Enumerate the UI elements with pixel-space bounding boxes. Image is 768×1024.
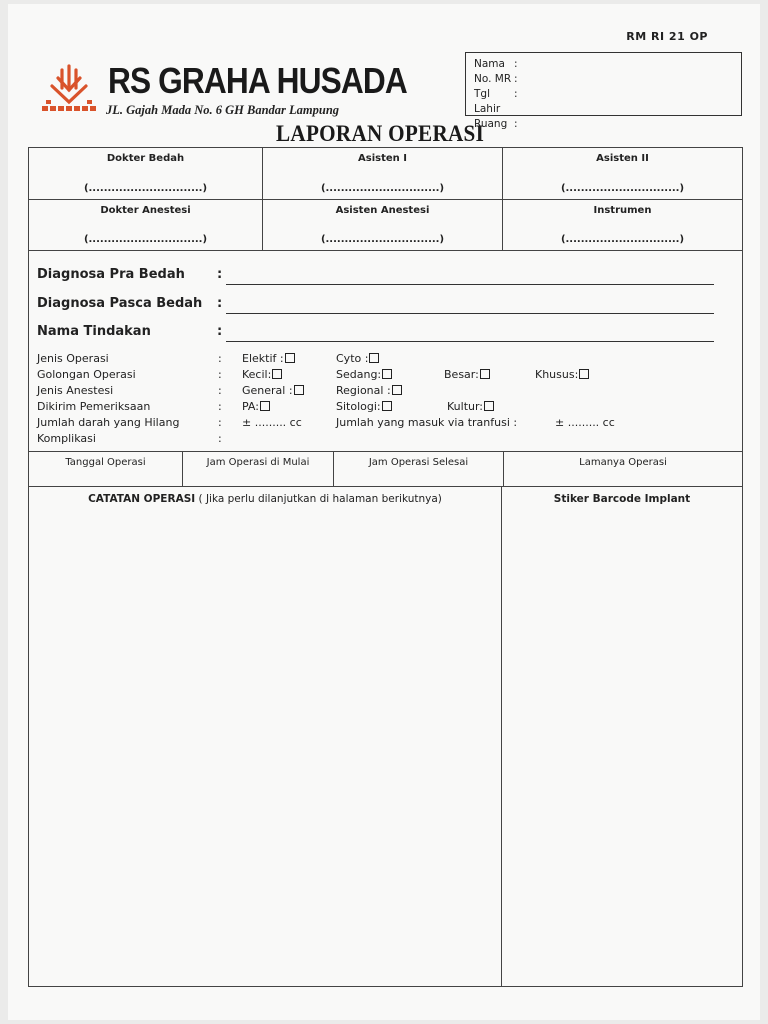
- signature-line: (..............................): [560, 234, 685, 245]
- staff-cell-asisten-anestesi[interactable]: [262, 200, 502, 250]
- field-label: Nama: [474, 58, 505, 70]
- staff-cell-dokter-bedah[interactable]: [29, 148, 262, 199]
- field-sep: :: [514, 58, 518, 70]
- colon: :: [218, 368, 222, 381]
- staff-cell-instrumen[interactable]: [502, 200, 742, 250]
- catatan-subtitle: ( Jika perlu dilanjutkan di halaman berikutnya): [195, 493, 442, 505]
- signature-line: (..............................): [560, 183, 685, 194]
- option-label: Kultur:: [447, 400, 484, 413]
- staff-label: Dokter Anestesi: [100, 205, 191, 216]
- golongan-operasi-label: Golongan Operasi: [37, 368, 136, 381]
- colon: :: [218, 352, 222, 365]
- tanggal-operasi-cell[interactable]: Tanggal Operasi: [65, 457, 146, 468]
- field-label: Tgl Lahir: [474, 88, 501, 115]
- besar-checkbox[interactable]: [480, 369, 490, 379]
- diagnosa-pra-field[interactable]: [226, 271, 714, 285]
- signature-line: (..............................): [320, 234, 445, 245]
- diagnosa-pra-label: Diagnosa Pra Bedah: [37, 267, 185, 282]
- jenis-operasi-label: Jenis Operasi: [37, 352, 109, 365]
- hospital-name: RS GRAHA HUSADA: [108, 60, 407, 101]
- staff-row: [29, 148, 742, 199]
- patient-name-field[interactable]: [474, 57, 733, 72]
- darah-hilang-field[interactable]: ± ......... cc: [242, 416, 302, 429]
- staff-cell-asisten-2[interactable]: [502, 148, 742, 199]
- elektif-checkbox[interactable]: [285, 353, 295, 363]
- staff-row: [29, 199, 742, 250]
- staff-cell-asisten-1[interactable]: [262, 148, 502, 199]
- staff-cell-dokter-anestesi[interactable]: [29, 200, 262, 250]
- colon: :: [217, 324, 223, 339]
- catatan-operasi-area[interactable]: [29, 487, 502, 986]
- field-sep: :: [514, 118, 518, 130]
- option-label: Besar:: [444, 368, 479, 381]
- staff-label: Instrumen: [593, 205, 652, 216]
- diagnosa-pasca-field[interactable]: [226, 300, 714, 314]
- tranfusi-field[interactable]: ± ......... cc: [555, 416, 615, 429]
- operation-time-table: [28, 451, 743, 487]
- field-label: No. MR: [474, 73, 512, 85]
- jenis-anestesi-label: Jenis Anestesi: [37, 384, 114, 397]
- nama-tindakan-label: Nama Tindakan: [37, 324, 151, 339]
- option-label: Sedang:: [336, 368, 382, 381]
- besar-option[interactable]: [444, 368, 490, 381]
- form-sheet: [8, 4, 760, 1020]
- jumlah-darah-label: Jumlah darah yang Hilang: [37, 416, 180, 429]
- option-label: General :: [242, 384, 293, 397]
- khusus-option[interactable]: [535, 368, 589, 381]
- catatan-title: CATATAN OPERASI: [88, 493, 196, 505]
- colon: :: [218, 432, 222, 445]
- patient-mr-field[interactable]: [474, 72, 733, 87]
- diagnosa-pasca-label: Diagnosa Pasca Bedah: [37, 296, 203, 311]
- option-label: PA:: [242, 400, 259, 413]
- jam-selesai-cell[interactable]: Jam Operasi Selesai: [333, 452, 503, 486]
- sedang-checkbox[interactable]: [382, 369, 392, 379]
- jam-mulai-cell[interactable]: Jam Operasi di Mulai: [182, 452, 333, 486]
- staff-label: Dokter Bedah: [106, 153, 185, 164]
- colon: :: [217, 296, 223, 311]
- field-sep: :: [514, 73, 518, 85]
- option-label: Cyto :: [336, 352, 369, 365]
- patient-dob-field[interactable]: [474, 87, 733, 117]
- hospital-address: JL. Gajah Mada No. 6 GH Bandar Lampung: [106, 103, 340, 117]
- colon: :: [218, 400, 222, 413]
- kultur-checkbox[interactable]: [484, 401, 494, 411]
- pa-checkbox[interactable]: [260, 401, 270, 411]
- signature-line: (..............................): [83, 234, 208, 245]
- tranfusi-label: Jumlah yang masuk via tranfusi :: [336, 416, 518, 429]
- elektif-option[interactable]: [242, 352, 295, 365]
- colon: :: [218, 416, 222, 429]
- khusus-checkbox[interactable]: [579, 369, 589, 379]
- hospital-logo-icon: [36, 60, 102, 116]
- barcode-sticker-area[interactable]: [502, 487, 742, 986]
- patient-info-box: [465, 52, 742, 130]
- sitologi-option[interactable]: [336, 400, 392, 413]
- pa-option[interactable]: [242, 400, 270, 413]
- field-label: Ruang: [474, 118, 508, 130]
- field-sep: :: [514, 88, 518, 100]
- regional-option[interactable]: [336, 384, 402, 397]
- staff-label: Asisten II: [596, 153, 649, 164]
- signature-line: (..............................): [83, 183, 208, 194]
- lamanya-operasi-cell[interactable]: Lamanya Operasi: [503, 452, 742, 486]
- kultur-option[interactable]: [447, 400, 494, 413]
- cyto-checkbox[interactable]: [369, 353, 379, 363]
- colon: :: [217, 267, 223, 282]
- staff-label: Asisten Anestesi: [335, 205, 430, 216]
- form-title: LAPORAN OPERASI: [276, 121, 485, 146]
- kecil-option[interactable]: [242, 368, 282, 381]
- form-code: RM RI 21 OP: [626, 30, 708, 43]
- cyto-option[interactable]: [336, 352, 379, 365]
- komplikasi-label: Komplikasi: [37, 432, 96, 445]
- notes-section: [28, 487, 743, 987]
- staff-table: [28, 147, 743, 251]
- option-label: Sitologi:: [336, 400, 381, 413]
- staff-label: Asisten I: [358, 153, 407, 164]
- colon: :: [218, 384, 222, 397]
- general-checkbox[interactable]: [294, 385, 304, 395]
- option-label: Kecil:: [242, 368, 272, 381]
- dikirim-pemeriksaan-label: Dikirim Pemeriksaan: [37, 400, 151, 413]
- option-label: Regional :: [336, 384, 391, 397]
- signature-line: (..............................): [320, 183, 445, 194]
- barcode-title: Stiker Barcode Implant: [553, 493, 691, 505]
- option-label: Elektif :: [242, 352, 284, 365]
- operation-details-section: [28, 251, 743, 451]
- sedang-option[interactable]: [336, 368, 392, 381]
- sitologi-checkbox[interactable]: [382, 401, 392, 411]
- patient-room-field[interactable]: [474, 117, 733, 132]
- kecil-checkbox[interactable]: [272, 369, 282, 379]
- regional-checkbox[interactable]: [392, 385, 402, 395]
- general-option[interactable]: [242, 384, 304, 397]
- nama-tindakan-field[interactable]: [226, 328, 714, 342]
- option-label: Khusus:: [535, 368, 579, 381]
